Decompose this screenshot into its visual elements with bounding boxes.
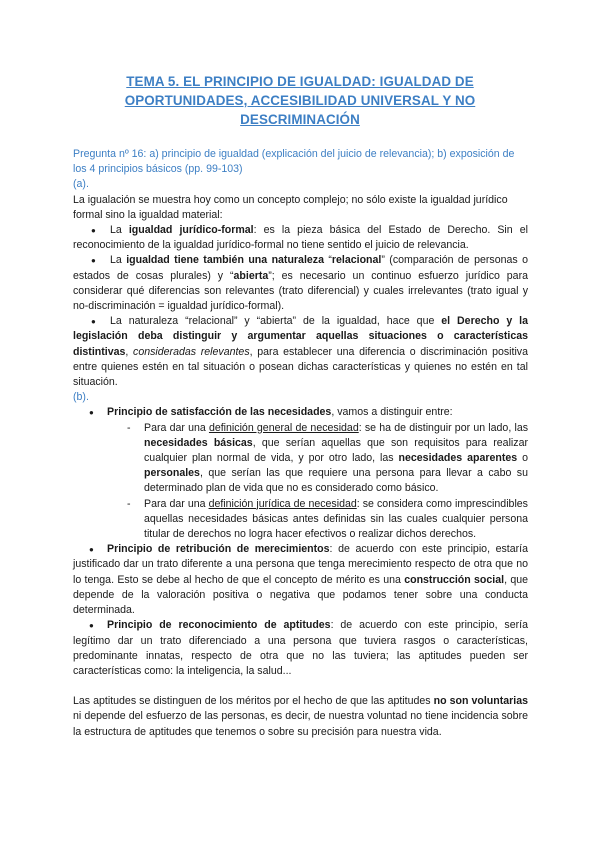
page-title: TEMA 5. EL PRINCIPIO DE IGUALDAD: IGUALDAD DE OPORTUNIDADES, ACCESIBILIDAD UNIVERSAL Y NO DESCRIMINACIÓN — [124, 74, 476, 127]
bullet-icon: ● — [91, 317, 96, 327]
sub-item-general-need: - Para dar una definición general de necesidad: se ha de distinguir por un lado, las necesidades básicas, que serían aquellas que son requisitos para realizar cualquier plan normal de vida, y por otro lado, las necesidades aparentes o personales, que serían las que requiere una persona para llevar a cabo su determinado plan de vida que no es considerado como básico. — [127, 421, 529, 495]
principle-merit: ● Principio de retribución de merecimientos: de acuerdo con este principio, estaría justificado dar un trato diferente a una persona que tenga merecimiento respecto de otra que no lo tenga. Esto se debe al hecho de que el concepto de mérito es una construcción social, que depende de la valoración positiva o negativa que podamos tener sobre una conducta determinada. — [73, 543, 528, 617]
principle-needs: ● Principio de satisfacción de las necesidades, vamos a distinguir entre: — [73, 405, 528, 420]
bullet-icon: ● — [91, 256, 96, 266]
bullet-icon: ● — [89, 408, 94, 418]
bullet-formal-equality: ● La igualdad jurídico-formal: es la pieza básica del Estado de Derecho. Sin el reconocimiento de la igualdad jurídico-formal no tiene sentido el juicio de relevancia. — [73, 224, 528, 252]
intro-paragraph: La igualación se muestra hoy como un concepto complejo; no sólo existe la igualdad jurídico formal sino la igualdad material: — [73, 193, 508, 221]
dash-icon: - — [127, 421, 131, 434]
bullet-relational-open-nature: ● La naturaleza “relacional” y “abierta” de la igualdad, hace que el Derecho y la legislación deba distinguir y argumentar aquellas situaciones o características distintivas, consideradas relevantes, para establecer una diferencia o discriminación positiva entre quienes estén en tal situación o posean dichas características y quienes no estén en tal situación. — [73, 315, 528, 389]
section-label-b: (b). — [73, 391, 89, 404]
bullet-relational-equality: ● La igualdad tiene también una naturaleza “relacional” (comparación de personas o estados de cosas plurales) y “abierta”; es necesario un continuo esfuerzo jurídico para considerar qué diferencias son relevantes (trato diferencial) y cuales irrelevantes (trato igual y no-discriminación = igualdad jurídico-formal). — [73, 254, 528, 313]
dash-icon: - — [127, 497, 131, 510]
document-body — [73, 147, 528, 740]
question-heading: Pregunta nº 16: a) principio de igualdad (explicación del juicio de relevancia); b) exposición de los 4 principios básicos (pp. 99-103) — [73, 148, 515, 176]
final-paragraph: Las aptitudes se distinguen de los méritos por el hecho de que las aptitudes no son voluntarias ni depende del esfuerzo de las personas, es decir, de nuestra voluntad no tiene incidencia sobre la estructura de aptitudes que tenemos o sobre su precisión para nuestra vida. — [73, 695, 528, 738]
bullet-icon: ● — [91, 226, 96, 236]
section-label-a: (a). — [73, 178, 89, 191]
principle-aptitudes: ● Principio de reconocimiento de aptitudes: de acuerdo con este principio, sería legítimo dar un trato diferenciado a una persona que tuviera rasgos o características, predominante innatas, respecto de otra que no las tuviera; las aptitudes pueden ser características como: la inteligencia, la salud... — [73, 619, 528, 677]
bullet-icon: ● — [89, 621, 94, 631]
sub-item-legal-need: - Para dar una definición jurídica de necesidad: se considera como imprescindibles aquellas necesidades básicas antes definidas sin las cuales cualquier persona titular de derechos no logra hacer efectivos o realizar dichos derechos. — [127, 497, 528, 541]
bullet-icon: ● — [89, 545, 94, 555]
